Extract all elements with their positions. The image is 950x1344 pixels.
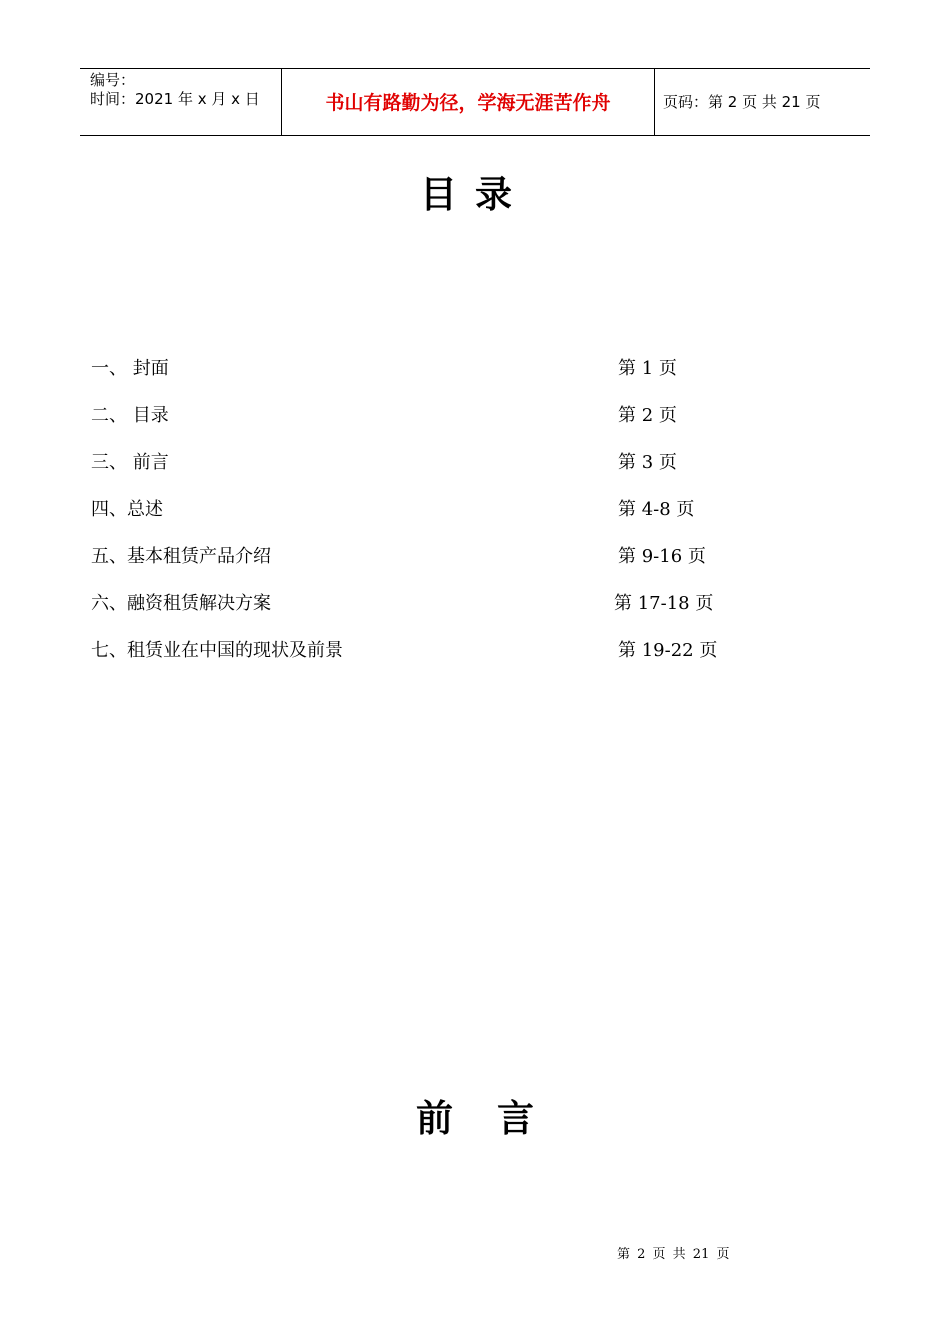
page-header (80, 68, 870, 136)
header-page-info: 页码：第 2 页 共 21 页 (663, 93, 821, 111)
toc-item-label: 三、 前言 (91, 452, 169, 473)
document-number-label: 编号： (90, 71, 136, 89)
toc-item-label: 四、总述 (91, 499, 163, 520)
toc-item-page: 第 3 页 (618, 452, 677, 473)
page-footer: 第 2 页 共 21 页 (617, 1247, 730, 1262)
toc-item-label: 七、租赁业在中国的现状及前景 (91, 640, 343, 661)
toc-item-page: 第 9-16 页 (618, 546, 706, 567)
toc-item-page: 第 4-8 页 (618, 499, 695, 520)
toc-title: 目录 (420, 173, 530, 216)
header-motto: 书山有路勤为径，学海无涯苦作舟 (325, 92, 611, 114)
toc-item-label: 五、基本租赁产品介绍 (91, 546, 271, 567)
toc-item-page: 第 1 页 (618, 358, 677, 379)
toc-item-page: 第 17-18 页 (614, 593, 714, 614)
header-meta-cell (80, 69, 281, 135)
preface-title: 前言 (416, 1097, 578, 1140)
header-motto-cell (281, 69, 655, 135)
toc-item-label: 六、融资租赁解决方案 (91, 593, 271, 614)
toc-item-label: 二、 目录 (91, 405, 169, 426)
toc-item-label: 一、 封面 (91, 358, 169, 379)
toc-item-page: 第 2 页 (618, 405, 677, 426)
document-time-label: 时间：2021 年 x 月 x 日 (90, 90, 260, 108)
toc-item-page: 第 19-22 页 (618, 640, 718, 661)
header-page-cell (655, 69, 870, 135)
